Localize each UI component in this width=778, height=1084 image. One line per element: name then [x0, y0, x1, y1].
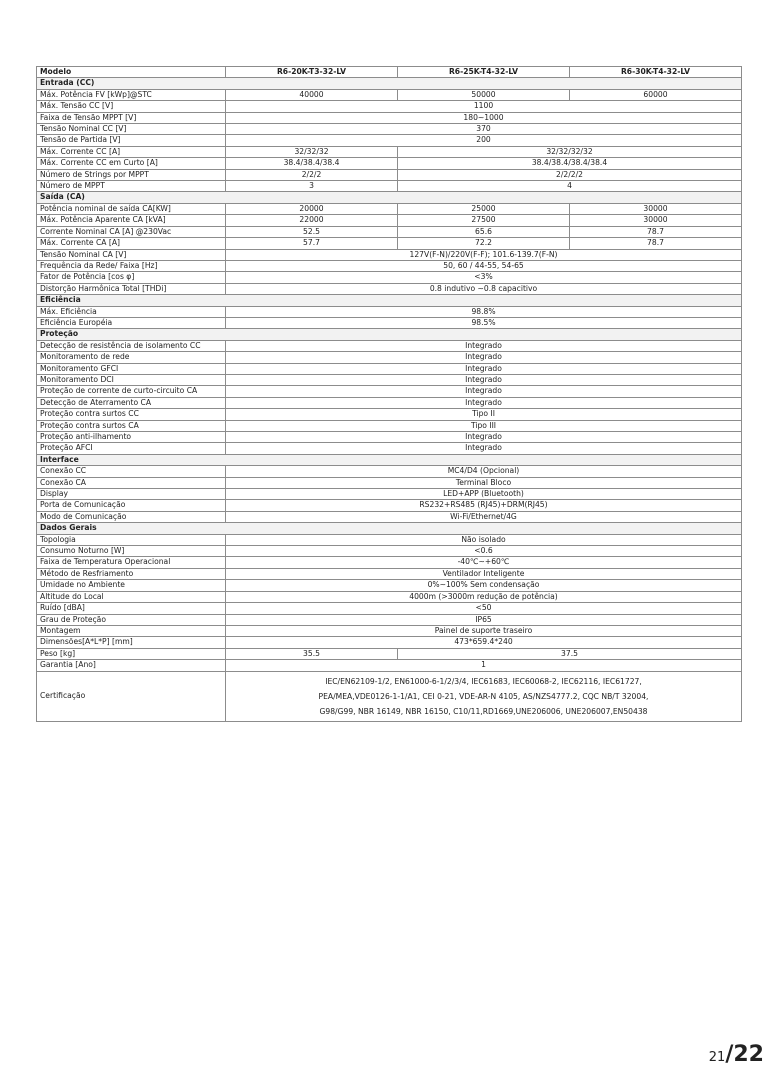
- certification-line: PEA/MEA,VDE0126-1-1/A1, CEI 0-21, VDE-AR-N 4105, AS/NZS4777.2, CQC NB/T 32004,: [318, 691, 649, 701]
- spec-row: [37, 306, 742, 317]
- spec-label: Dimensões[A*L*P] [mm]: [37, 637, 226, 648]
- section-title: Saída (CA): [37, 192, 742, 203]
- spec-row: [37, 146, 742, 157]
- spec-row: [37, 158, 742, 169]
- spec-value: 98.8%: [226, 306, 742, 317]
- spec-row: [37, 614, 742, 625]
- spec-label: Altitude do Local: [37, 591, 226, 602]
- spec-value: 4000m (>3000m redução de potência): [226, 591, 742, 602]
- total-pages: 22: [733, 1042, 764, 1067]
- spec-label: Método de Resfriamento: [37, 568, 226, 579]
- section-header-row: [37, 454, 742, 465]
- spec-value: Painel de suporte traseiro: [226, 625, 742, 636]
- spec-label: Topologia: [37, 534, 226, 545]
- spec-label: Proteção anti-ilhamento: [37, 432, 226, 443]
- spec-value: Tipo III: [226, 420, 742, 431]
- spec-value: 1100: [226, 101, 742, 112]
- spec-label: Monitoramento de rede: [37, 352, 226, 363]
- spec-row: [37, 397, 742, 408]
- spec-value: Terminal Bloco: [226, 477, 742, 488]
- spec-row: [37, 169, 742, 180]
- spec-value: 127V(F-N)/220V(F-F); 101.6-139.7(F-N): [226, 249, 742, 260]
- spec-label: Máx. Corrente CA [A]: [37, 238, 226, 249]
- spec-value: Integrado: [226, 443, 742, 454]
- spec-label: Modo de Comunicação: [37, 511, 226, 522]
- section-title: Eficiência: [37, 295, 742, 306]
- spec-label: Consumo Noturno [W]: [37, 546, 226, 557]
- current-page: 21: [708, 1050, 726, 1065]
- spec-label: Proteção contra surtos CA: [37, 420, 226, 431]
- spec-value: 50, 60 / 44-55, 54-65: [226, 260, 742, 271]
- spec-value: Integrado: [226, 386, 742, 397]
- spec-label: Conexão CA: [37, 477, 226, 488]
- spec-row: [37, 477, 742, 488]
- spec-label: Display: [37, 489, 226, 500]
- spec-label: Porta de Comunicação: [37, 500, 226, 511]
- certification-label: Certificação: [37, 671, 226, 721]
- spec-row: [37, 317, 742, 328]
- spec-label: Faixa de Temperatura Operacional: [37, 557, 226, 568]
- spec-value: 78.7: [570, 238, 742, 249]
- spec-value: 473*659.4*240: [226, 637, 742, 648]
- spec-label: Tensão Nominal CA [V]: [37, 249, 226, 260]
- spec-row: [37, 546, 742, 557]
- spec-label: Potência nominal de saída CA[KW]: [37, 203, 226, 214]
- spec-row: [37, 625, 742, 636]
- spec-value: 3: [226, 181, 398, 192]
- model-2-header: R6-25K-T4-32-LV: [398, 67, 570, 78]
- certification-value: [226, 671, 742, 721]
- spec-value: 22000: [226, 215, 398, 226]
- spec-label: Número de Strings por MPPT: [37, 169, 226, 180]
- spec-label: Tensão Nominal CC [V]: [37, 124, 226, 135]
- spec-value: IP65: [226, 614, 742, 625]
- spec-label: Eficiência Européia: [37, 317, 226, 328]
- spec-value: 65.6: [398, 226, 570, 237]
- spec-value: 30000: [570, 215, 742, 226]
- spec-row: [37, 432, 742, 443]
- spec-label: Frequência da Rede/ Faixa [Hz]: [37, 260, 226, 271]
- spec-label: Conexão CC: [37, 466, 226, 477]
- spec-row: [37, 580, 742, 591]
- spec-value: Integrado: [226, 352, 742, 363]
- spec-value: Integrado: [226, 363, 742, 374]
- spec-label: Detecção de Aterramento CA: [37, 397, 226, 408]
- model-1-header: R6-20K-T3-32-LV: [226, 67, 398, 78]
- spec-row: [37, 568, 742, 579]
- spec-row: [37, 352, 742, 363]
- spec-row: [37, 124, 742, 135]
- header-row: [37, 67, 742, 78]
- spec-row: [37, 374, 742, 385]
- spec-value: 72.2: [398, 238, 570, 249]
- spec-value: 0.8 indutivo ~0.8 capacitivo: [226, 283, 742, 294]
- certification-line: IEC/EN62109-1/2, EN61000-6-1/2/3/4, IEC61683, IEC60068-2, IEC62116, IEC61727,: [325, 676, 642, 686]
- page-separator: /: [725, 1042, 734, 1067]
- spec-value: 78.7: [570, 226, 742, 237]
- spec-row: [37, 283, 742, 294]
- spec-value: 4: [398, 181, 742, 192]
- spec-row: [37, 511, 742, 522]
- spec-value: 32/32/32: [226, 146, 398, 157]
- spec-value: Integrado: [226, 397, 742, 408]
- section-header-row: [37, 329, 742, 340]
- section-header-row: [37, 192, 742, 203]
- spec-value: <0.6: [226, 546, 742, 557]
- spec-value: Integrado: [226, 340, 742, 351]
- spec-row: [37, 249, 742, 260]
- model-3-header: R6-30K-T4-32-LV: [570, 67, 742, 78]
- spec-row: [37, 363, 742, 374]
- spec-row: [37, 648, 742, 659]
- spec-label: Tensão de Partida [V]: [37, 135, 226, 146]
- spec-label: Proteção AFCI: [37, 443, 226, 454]
- spec-value: 32/32/32/32: [398, 146, 742, 157]
- spec-row: [37, 660, 742, 671]
- spec-body: [37, 78, 742, 671]
- spec-label: Proteção de corrente de curto-circuito CA: [37, 386, 226, 397]
- spec-value: 30000: [570, 203, 742, 214]
- spec-value: -40℃~+60℃: [226, 557, 742, 568]
- spec-value: 27500: [398, 215, 570, 226]
- section-title: Interface: [37, 454, 742, 465]
- spec-value: 57.7: [226, 238, 398, 249]
- spec-value: Não isolado: [226, 534, 742, 545]
- spec-label: Grau de Proteção: [37, 614, 226, 625]
- spec-label: Número de MPPT: [37, 181, 226, 192]
- spec-label: Peso [kg]: [37, 648, 226, 659]
- spec-value: 60000: [570, 89, 742, 100]
- spec-label: Fator de Potência [cos φ]: [37, 272, 226, 283]
- certification-line: G98/G99, NBR 16149, NBR 16150, C10/11,RD1669,UNE206006, UNE206007,EN50438: [319, 706, 648, 716]
- spec-row: [37, 101, 742, 112]
- spec-row: [37, 637, 742, 648]
- spec-row: [37, 466, 742, 477]
- spec-value: 1: [226, 660, 742, 671]
- section-title: Entrada (CC): [37, 78, 742, 89]
- spec-value: 37.5: [398, 648, 742, 659]
- spec-value: Ventilador Inteligente: [226, 568, 742, 579]
- spec-label: Distorção Harmônica Total [THDi]: [37, 283, 226, 294]
- spec-row: [37, 340, 742, 351]
- spec-label: Umidade no Ambiente: [37, 580, 226, 591]
- spec-value: 25000: [398, 203, 570, 214]
- spec-value: 98.5%: [226, 317, 742, 328]
- spec-value: Wi-Fi/Ethernet/4G: [226, 511, 742, 522]
- spec-label: Máx. Potência Aparente CA [kVA]: [37, 215, 226, 226]
- spec-label: Faixa de Tensão MPPT [V]: [37, 112, 226, 123]
- spec-label: Corrente Nominal CA [A] @230Vac: [37, 226, 226, 237]
- spec-value: 35.5: [226, 648, 398, 659]
- spec-label: Garantia [Ano]: [37, 660, 226, 671]
- spec-row: [37, 591, 742, 602]
- spec-label: Proteção contra surtos CC: [37, 409, 226, 420]
- spec-value: 38.4/38.4/38.4: [226, 158, 398, 169]
- spec-row: [37, 112, 742, 123]
- spec-row: [37, 238, 742, 249]
- spec-table: [36, 66, 742, 722]
- spec-row: [37, 557, 742, 568]
- spec-row: [37, 135, 742, 146]
- certification-row: [37, 671, 742, 721]
- spec-value: Integrado: [226, 374, 742, 385]
- spec-value: RS232+RS485 (RJ45)+DRM(RJ45): [226, 500, 742, 511]
- spec-label: Máx. Corrente CC [A]: [37, 146, 226, 157]
- spec-label: Máx. Corrente CC em Curto [A]: [37, 158, 226, 169]
- section-header-row: [37, 78, 742, 89]
- spec-value: 52.5: [226, 226, 398, 237]
- spec-row: [37, 272, 742, 283]
- spec-row: [37, 500, 742, 511]
- spec-row: [37, 203, 742, 214]
- spec-value: 2/2/2/2: [398, 169, 742, 180]
- spec-row: [37, 260, 742, 271]
- spec-value: 0%~100% Sem condensação: [226, 580, 742, 591]
- spec-label: Máx. Eficiência: [37, 306, 226, 317]
- spec-label: Montagem: [37, 625, 226, 636]
- spec-value: LED+APP (Bluetooth): [226, 489, 742, 500]
- spec-row: [37, 226, 742, 237]
- spec-value: <3%: [226, 272, 742, 283]
- spec-label: Ruído [dBA]: [37, 603, 226, 614]
- spec-label: Monitoramento GFCI: [37, 363, 226, 374]
- spec-value: 20000: [226, 203, 398, 214]
- section-title: Dados Gerais: [37, 523, 742, 534]
- spec-label: Máx. Tensão CC [V]: [37, 101, 226, 112]
- spec-value: Integrado: [226, 432, 742, 443]
- spec-row: [37, 386, 742, 397]
- spec-row: [37, 89, 742, 100]
- spec-row: [37, 420, 742, 431]
- spec-value: 180~1000: [226, 112, 742, 123]
- spec-value: Tipo II: [226, 409, 742, 420]
- header-label: Modelo: [37, 67, 226, 78]
- spec-row: [37, 409, 742, 420]
- section-header-row: [37, 523, 742, 534]
- section-title: Proteção: [37, 329, 742, 340]
- spec-label: Monitoramento DCI: [37, 374, 226, 385]
- spec-value: 2/2/2: [226, 169, 398, 180]
- spec-label: Máx. Potência FV [kWp]@STC: [37, 89, 226, 100]
- spec-row: [37, 489, 742, 500]
- spec-value: 50000: [398, 89, 570, 100]
- spec-row: [37, 603, 742, 614]
- spec-value: 200: [226, 135, 742, 146]
- spec-value: 370: [226, 124, 742, 135]
- spec-row: [37, 215, 742, 226]
- page-number: [709, 1042, 764, 1067]
- spec-row: [37, 181, 742, 192]
- spec-value: 38.4/38.4/38.4/38.4: [398, 158, 742, 169]
- spec-row: [37, 534, 742, 545]
- spec-value: 40000: [226, 89, 398, 100]
- spec-value: MC4/D4 (Opcional): [226, 466, 742, 477]
- spec-label: Detecção de resistência de isolamento CC: [37, 340, 226, 351]
- spec-value: <50: [226, 603, 742, 614]
- section-header-row: [37, 295, 742, 306]
- spec-row: [37, 443, 742, 454]
